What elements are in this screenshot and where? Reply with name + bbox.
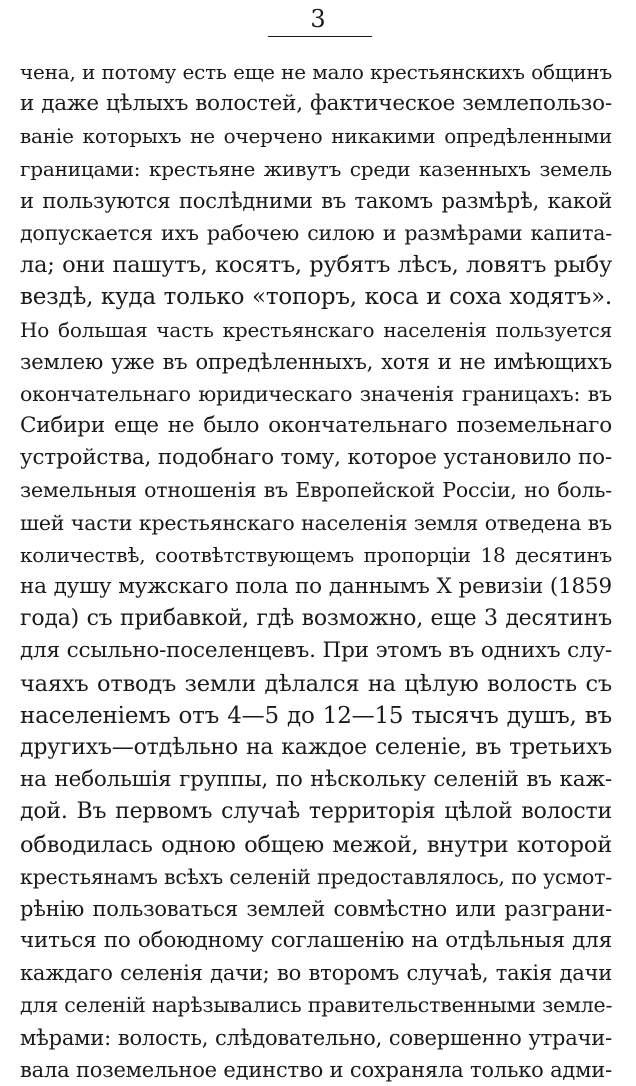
text-line: шей части крестьянскаго населенія земля отведена въ [20, 510, 612, 535]
text-line: читься по обоюдному соглашенію на отдѣльныя для [20, 928, 612, 954]
text-line: для ссыльно-поселенцевъ. При этомъ въ однихъ слу- [20, 638, 612, 664]
text-line: на душу мужскаго пола по даннымъ X ревизіи (1859 [20, 574, 612, 599]
text-line: и даже цѣлыхъ волостей, фактическое землепользо- [20, 91, 612, 117]
text-line: дой. Въ первомъ случаѣ территорія цѣлой волости [20, 799, 612, 825]
text-line: допускается ихъ рабочею силою и размѣрами капита- [20, 220, 612, 245]
text-line: границами: крестьяне живутъ среди казенныхъ земель [20, 156, 612, 181]
text-line: Но большая часть крестьянскаго населенія пользуется [20, 317, 612, 342]
text-line: устройства, подобнаго тому, которое установило по- [20, 445, 612, 471]
text-line: и пользуются послѣдними въ такомъ размѣрѣ, какой [20, 188, 612, 213]
text-line: вала поземельное единство и сохраняла только адми- [20, 1057, 612, 1082]
text-line: года) съ прибавкой, гдѣ возможно, еще 3 десятинъ [20, 606, 612, 632]
text-line: мѣрами: волость, слѣдовательно, совершенно утрачи- [20, 1025, 612, 1050]
text-line: землею уже въ опредѣленныхъ, хотя и не имѣющихъ [20, 349, 612, 374]
text-line: обводилась одною общею межой, внутри которой [20, 831, 612, 858]
text-line: окончательнаго юридическаго значенія границахъ: въ [20, 381, 612, 406]
text-line: вездѣ, куда только «топоръ, коса и соха ходятъ». [20, 284, 612, 311]
text-line: на небольшія группы, по нѣскольку селеній въ каж- [20, 767, 612, 793]
body-text [20, 56, 612, 1086]
text-line: другихъ—отдѣльно на каждое селеніе, въ третьихъ [20, 734, 612, 760]
text-line: каждаго селенія дачи; во второмъ случаѣ, такія дачи [20, 961, 612, 986]
text-line: рѣнію пользоваться землей совмѣстно или разграни- [20, 896, 612, 921]
page-number: 3 [310, 5, 326, 33]
text-line: чаяхъ отводъ земли дѣлался на цѣлую волость съ [20, 670, 612, 697]
text-line: ваніе которыхъ не очерчено никакими опредѣленными [20, 124, 612, 149]
text-line: чена, и потому есть еще не мало крестьянскихъ общинъ [20, 60, 612, 84]
text-line: крестьянамъ всѣхъ селеній предоставлялось, по усмот- [20, 864, 612, 889]
text-line: количествѣ, соотвѣтствующемъ пропорціи 18 десятинъ [20, 542, 612, 567]
text-line: Сибири еще не было окончательнаго поземельнаго [20, 413, 612, 439]
text-line: земельныя отношенія въ Европейской Россіи, но боль- [20, 478, 612, 503]
text-line: населеніемъ отъ 4—5 до 12—15 тысячъ душъ, въ [20, 702, 612, 729]
text-line: ла; они пашутъ, косятъ, рубятъ лѣсъ, ловятъ рыбу [20, 252, 612, 279]
text-line: для селеній нарѣзывались правительственными земле- [20, 993, 613, 1018]
header-rule [268, 36, 372, 37]
